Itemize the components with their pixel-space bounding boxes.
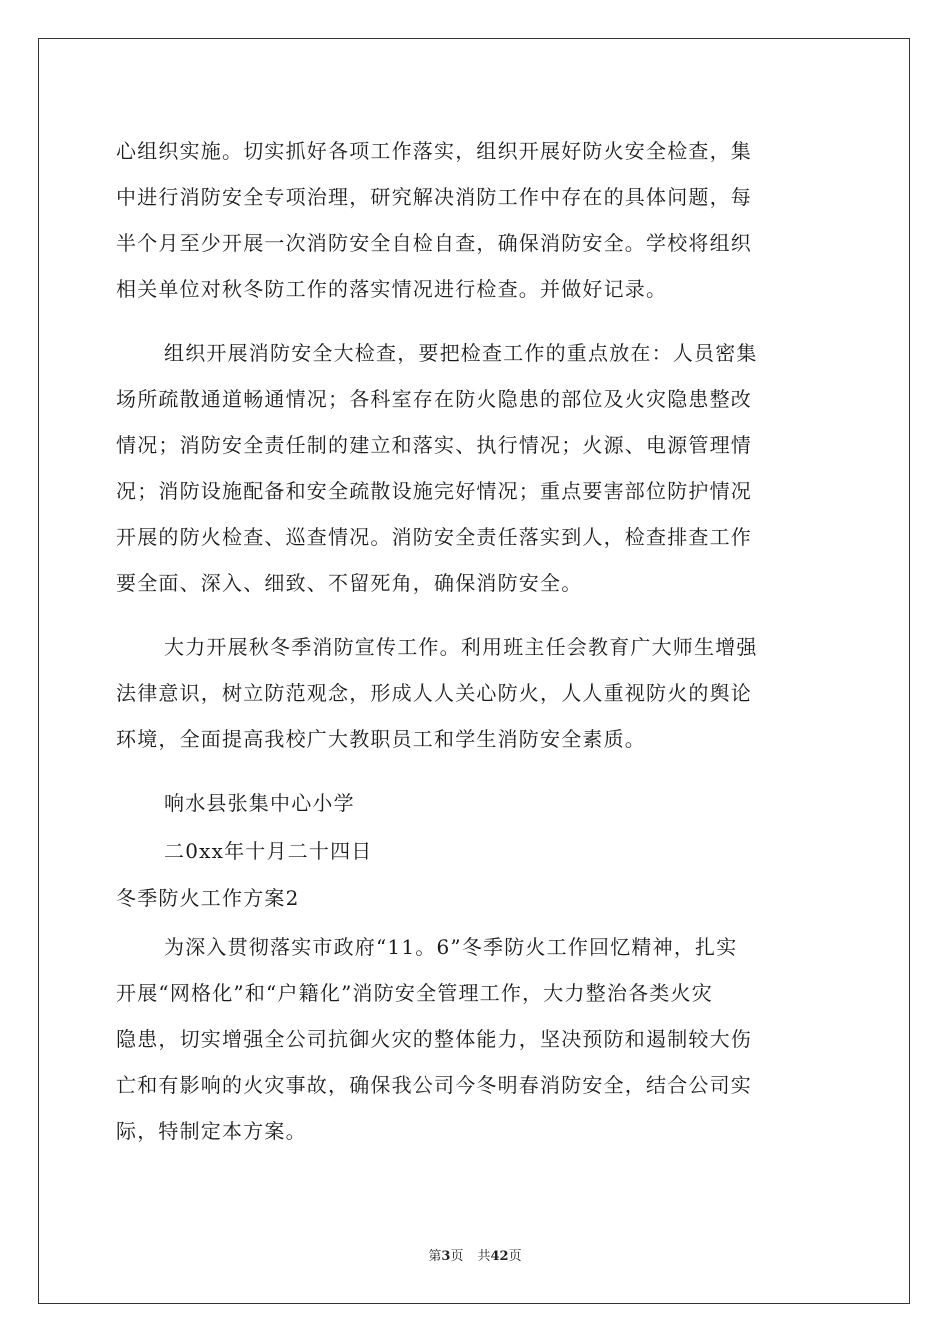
footer-page-total: 42 bbox=[490, 1249, 509, 1264]
text-line: 半个月至少开展一次消防安全自检自查，确保消防安全。学校将组织 bbox=[116, 231, 752, 255]
footer-total-prefix: 共 bbox=[477, 1249, 491, 1264]
footer-page-prefix: 第 bbox=[428, 1249, 442, 1264]
text-line: 环境，全面提高我校广大教职员工和学生消防安全素质。 bbox=[116, 727, 646, 751]
signature-organization: 响水县张集中心小学 bbox=[164, 791, 355, 815]
text-line: 要全面、深入、细致、不留死角，确保消防安全。 bbox=[116, 571, 583, 595]
text-line: 心组织实施。切实抓好各项工作落实，组织开展好防火安全检查，集 bbox=[116, 139, 752, 163]
text-line: 亡和有影响的火灾事故，确保我公司今冬明春消防安全，结合公司实 bbox=[116, 1073, 752, 1097]
signature-date: 二0xx年十月二十四日 bbox=[164, 839, 373, 863]
paragraph-first-line: 为深入贯彻落实市政府“11。6”冬季防火工作回忆精神，扎实 bbox=[164, 935, 738, 959]
footer-total-unit: 页 bbox=[508, 1249, 522, 1264]
paragraph-first-line: 大力开展秋冬季消防宣传工作。利用班主任会教育广大师生增强 bbox=[164, 635, 758, 659]
text-line: 场所疏散通道畅通情况；各科室存在防火隐患的部位及火灾隐患整改 bbox=[116, 387, 752, 411]
text-line: 际，特制定本方案。 bbox=[116, 1119, 307, 1143]
text-line: 相关单位对秋冬防工作的落实情况进行检查。并做好记录。 bbox=[116, 277, 668, 301]
text-line: 开展“网格化”和“户籍化”消防安全管理工作，大力整治各类火灾 bbox=[116, 981, 713, 1005]
text-line: 况；消防设施配备和安全疏散设施完好情况；重点要害部位防护情况 bbox=[116, 479, 752, 503]
text-line: 开展的防火检查、巡查情况。消防安全责任落实到人，检查排查工作 bbox=[116, 525, 752, 549]
text-line: 情况；消防安全责任制的建立和落实、执行情况；火源、电源管理情 bbox=[116, 433, 752, 457]
page-footer bbox=[0, 1248, 950, 1266]
footer-page-unit: 页 bbox=[450, 1249, 464, 1264]
section-heading: 冬季防火工作方案2 bbox=[116, 886, 300, 910]
text-line: 法律意识，树立防范观念，形成人人关心防火，人人重视防火的舆论 bbox=[116, 681, 752, 705]
text-line: 隐患，切实增强全公司抗御火灾的整体能力，坚决预防和遏制较大伤 bbox=[116, 1027, 752, 1051]
footer-page-current: 3 bbox=[441, 1249, 451, 1264]
text-line: 中进行消防安全专项治理，研究解决消防工作中存在的具体问题，每 bbox=[116, 185, 752, 209]
paragraph-first-line: 组织开展消防安全大检查，要把检查工作的重点放在：人员密集 bbox=[164, 341, 758, 365]
